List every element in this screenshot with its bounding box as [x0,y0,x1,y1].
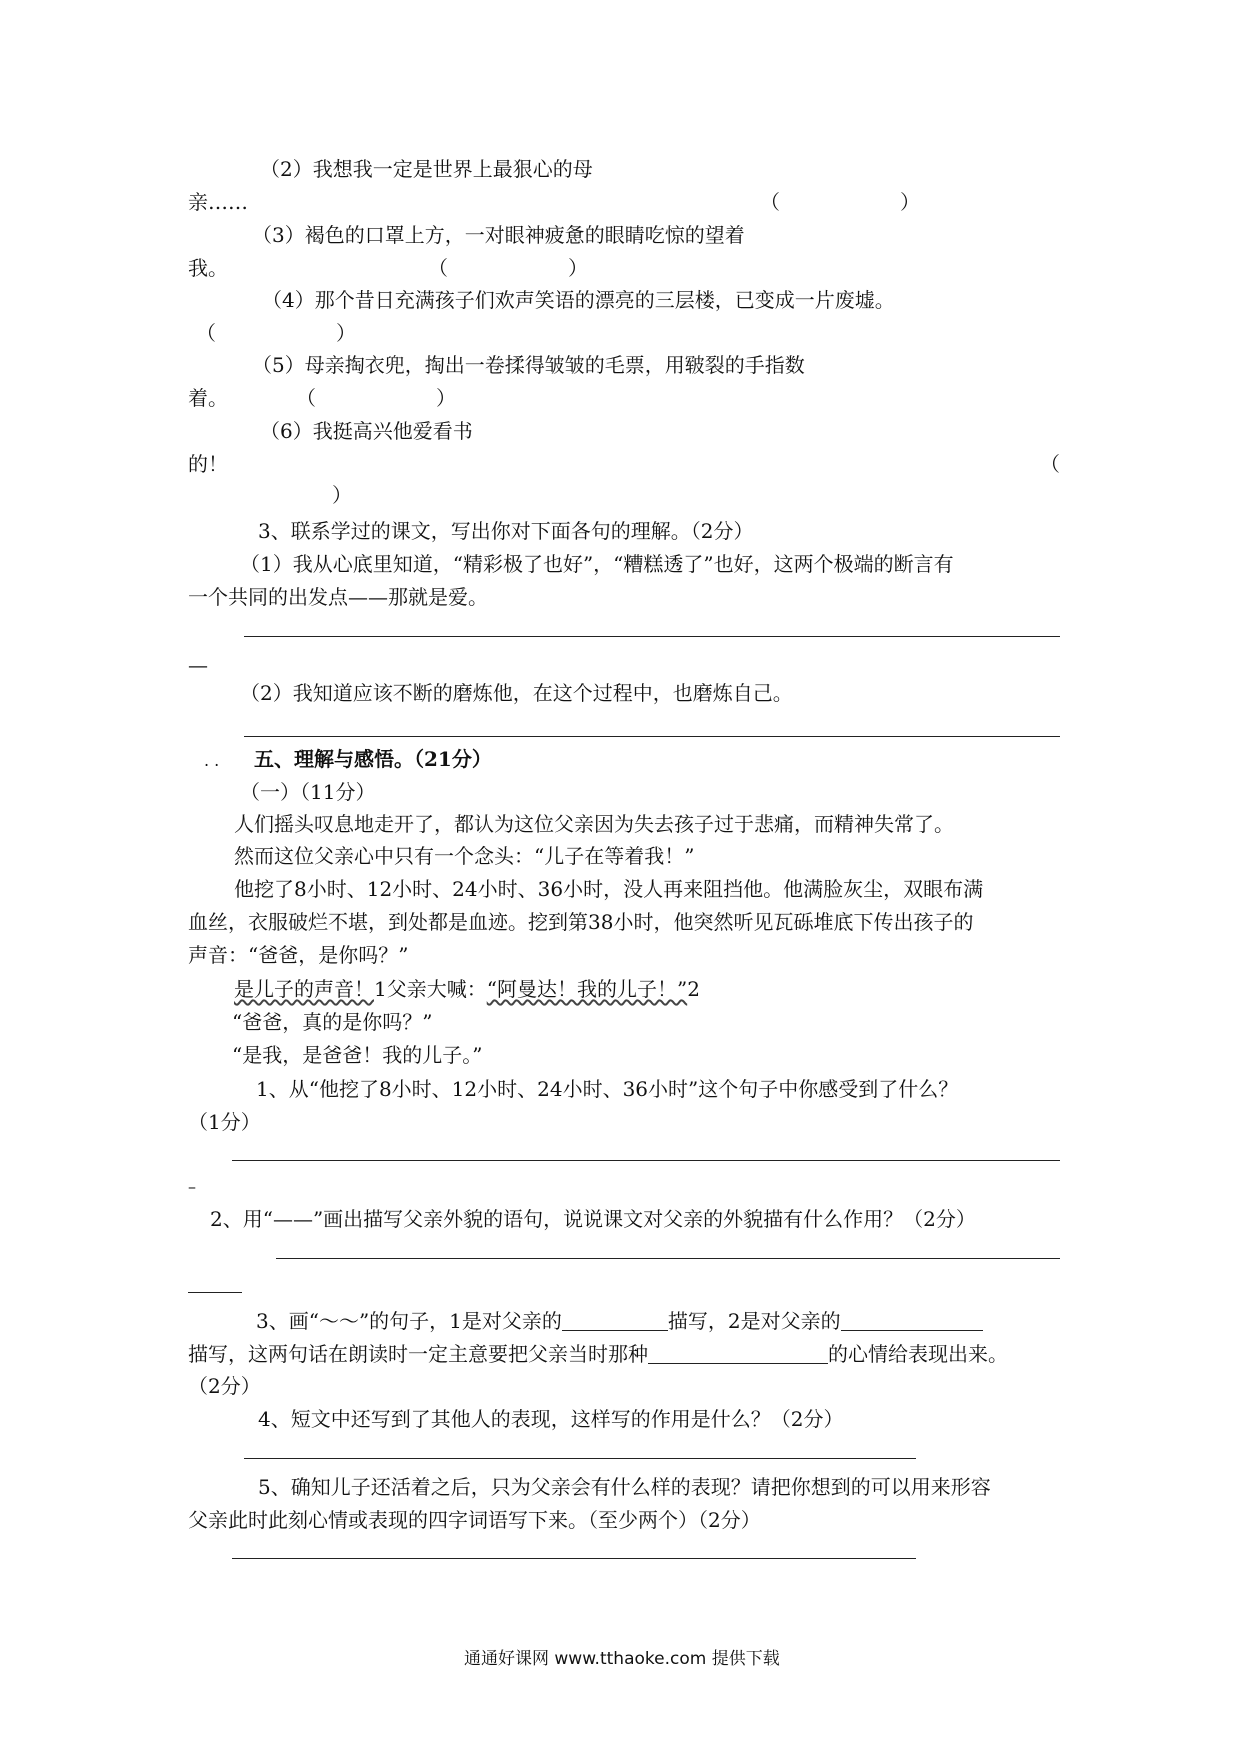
q3-sentence-2: （2）我知道应该不断的磨炼他，在这个过程中，也磨炼自己。 [240,681,793,705]
question-4: 4、短文中还写到了其他人的表现，这样写的作用是什么？（2分） [258,1407,844,1431]
item-6-text: （6）我挺高兴他爱看书 [260,419,473,443]
passage-paragraph-4 [234,976,700,1002]
section-5-mark: . . [204,751,220,770]
item-2-answer-paren[interactable]: （ ） [760,190,920,214]
label-2: 2 [687,977,700,1001]
question-5-line-2: 父亲此时此刻心情或表现的四字词语写下来。（至少两个）（2分） [188,1508,761,1532]
section-5-part-1: （一）（11分） [240,780,376,804]
item-5-answer-paren[interactable]: （ ） [296,386,456,410]
item-2-text-cont: 亲…… [188,190,248,214]
item-3-text-cont: 我。 [188,256,228,280]
question-4-answer-line[interactable] [244,1458,916,1459]
item-2-text: （2）我想我一定是世界上最狠心的母 [260,157,593,181]
passage-paragraph-5: “爸爸，真的是你吗？” [232,1010,433,1034]
q3-sentence-1-cont: 一个共同的出发点——那就是爱。 [188,585,488,609]
item-5-text-cont: 着。 [188,386,228,410]
item-5-text: （5）母亲掏衣兜，掏出一卷揉得皱皱的毛票，用皲裂的手指数 [252,353,805,377]
question-3-line-2 [188,1341,1008,1367]
q3-title: 3、联系学过的课文，写出你对下面各句的理解。（2分） [258,519,754,543]
item-6-answer-paren-close[interactable]: ） [332,483,352,507]
question-3-text-c: 描写，这两句话在朗读时一定主意要把父亲当时那种 [188,1342,648,1366]
question-1: 1、从“他挖了8小时、12小时、24小时、36小时”这个句子中你感受到了什么？ [256,1077,959,1101]
question-3-score: （2分） [188,1374,261,1398]
passage-paragraph-2: 然而这位父亲心中只有一个念头：“儿子在等着我！” [234,844,695,868]
footer-credit: 通通好课网 www.tthaoke.com 提供下载 [464,1649,780,1669]
question-3-text-d: 的心情给表现出来。 [828,1342,1008,1366]
passage-paragraph-6: “是我，是爸爸！我的儿子。” [232,1043,483,1067]
item-3-answer-paren[interactable]: （ ） [428,256,588,280]
passage-paragraph-3-line-3: 声音：“爸爸，是你吗？” [188,943,409,967]
q3-sentence-1: （1）我从心底里知道，“精彩极了也好”，“糟糕透了”也好，这两个极端的断言有 [240,552,954,576]
item-3-text: （3）褐色的口罩上方，一对眼神疲惫的眼睛吃惊的望着 [252,223,745,247]
question-1-dash: – [188,1177,196,1196]
q3-answer-line-1[interactable] [244,636,1060,637]
item-6-answer-paren-open[interactable]: （ [1040,452,1060,476]
question-2-answer-line[interactable] [276,1258,1060,1259]
passage-paragraph-3-line-1: 他挖了8小时、12小时、24小时、36小时，没人再来阻挡他。他满脸灰尘，双眼布满 [234,877,984,901]
question-1-score: （1分） [188,1110,261,1134]
item-4-text: （4）那个昔日充满孩子们欢声笑语的漂亮的三层楼，已变成一片废墟。 [262,288,895,312]
question-2-answer-line-end[interactable] [188,1292,242,1293]
passage-paragraph-1: 人们摇头叹息地走开了，都认为这位父亲因为失去孩子过于悲痛，而精神失常了。 [234,812,954,836]
question-1-answer-line[interactable] [232,1160,1060,1161]
question-5-answer-line[interactable] [232,1558,916,1559]
q3-answer-dash: — [188,653,208,677]
question-2: 2、用“——”画出描写父亲外貌的语句，说说课文对父亲的外貌描有什么作用？（2分） [210,1207,976,1231]
item-6-text-cont: 的！ [188,452,228,476]
question-3-text-b: 描写，2是对父亲的 [667,1309,841,1333]
question-3-text-a: 3、画“～～”的句子，1是对父亲的 [256,1309,562,1333]
passage-paragraph-3-line-2: 血丝，衣服破烂不堪，到处都是血迹。挖到第38小时，他突然听见瓦砾堆底下传出孩子的 [188,910,974,934]
label-1: 1父亲大喊： [374,977,487,1001]
question-3-blank-3[interactable] [648,1343,828,1364]
section-5-title: 五、理解与感悟。（21分） [254,747,492,771]
q3-answer-line-2[interactable] [244,736,1060,737]
wavy-sentence-2: “阿曼达！我的儿子！” [486,977,688,1001]
question-3-blank-1[interactable] [562,1310,668,1331]
question-3-blank-2[interactable] [841,1310,983,1331]
item-4-answer-paren[interactable]: （ ） [196,321,356,345]
question-3-line-1 [256,1308,983,1334]
question-5-line-1: 5、确知儿子还活着之后，只为父亲会有什么样的表现？请把你想到的可以用来形容 [258,1475,991,1499]
wavy-sentence-1: 是儿子的声音！ [234,977,374,1001]
